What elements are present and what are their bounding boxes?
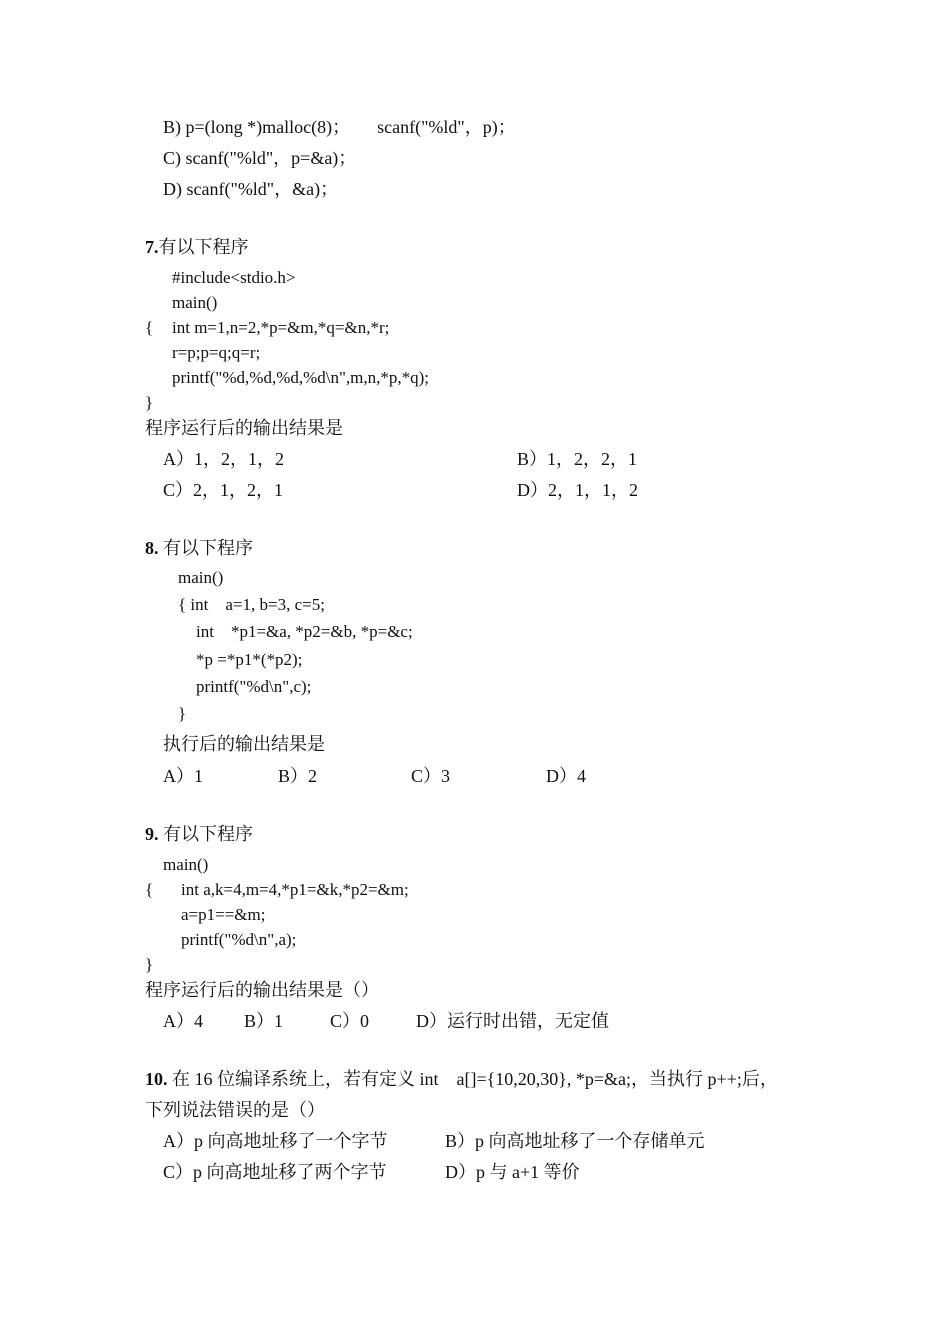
q8-heading — [145, 536, 253, 560]
q7-title: 有以下程序 — [158, 237, 249, 257]
q8-option-a: A）1 — [163, 766, 203, 786]
q8-code-line: } — [178, 704, 187, 723]
q8-code-line: *p =*p1*(*p2); — [196, 650, 303, 669]
q8-option-b: B）2 — [278, 766, 318, 786]
q6-option-d: D) scanf("%ld"，&a)； — [163, 179, 339, 199]
q10-title-continued: 下列说法错误的是（） — [145, 1100, 325, 1120]
q10-option-b: B）p 向高地址移了一个存储单元 — [445, 1131, 705, 1151]
q9-heading — [145, 822, 253, 846]
q10-option-a: A）p 向高地址移了一个字节 — [163, 1131, 388, 1151]
q9-title: 有以下程序 — [158, 824, 253, 844]
q6-option-c: C) scanf("%ld"，p=&a)； — [163, 148, 357, 168]
q7-option-a: A）1，2，1，2 — [163, 449, 284, 469]
q7-code-line: int m=1,n=2,*p=&m,*q=&n,*r; — [172, 318, 390, 337]
q9-number: 9. — [145, 824, 159, 844]
q7-number: 7. — [145, 237, 159, 257]
q8-number: 8. — [145, 538, 159, 558]
q10-heading — [145, 1067, 778, 1091]
q10-option-c: C）p 向高地址移了两个字节 — [163, 1162, 387, 1182]
q9-code-line: main() — [163, 855, 209, 874]
q8-title: 有以下程序 — [158, 538, 253, 558]
q9-code-line: a=p1==&m; — [181, 905, 266, 924]
q7-code-line: { — [145, 318, 154, 337]
q8-prompt: 执行后的输出结果是 — [163, 734, 325, 754]
q10-option-d: D）p 与 a+1 等价 — [445, 1162, 580, 1182]
q9-code-line: printf("%d\n",a); — [181, 930, 297, 949]
q10-number: 10. — [145, 1069, 168, 1089]
q7-code-line: #include<stdio.h> — [172, 268, 296, 287]
q7-code-line: printf("%d,%d,%d,%d\n",m,n,*p,*q); — [172, 368, 430, 387]
q8-code-line: printf("%d\n",c); — [196, 677, 312, 696]
q9-prompt: 程序运行后的输出结果是（） — [145, 980, 379, 1000]
q6-option-b: B) p=(long *)malloc(8)； scanf("%ld"，p)； — [163, 117, 516, 137]
q7-heading — [145, 235, 249, 259]
q9-option-c: C）0 — [330, 1011, 370, 1031]
q8-code-line: int *p1=&a, *p2=&b, *p=&c; — [196, 622, 413, 641]
q7-option-d: D）2，1，1，2 — [517, 480, 638, 500]
q8-option-d: D）4 — [546, 766, 586, 786]
q7-code-line: } — [145, 393, 154, 412]
q9-option-d: D）运行时出错，无定值 — [416, 1011, 609, 1031]
q9-code-line: int a,k=4,m=4,*p1=&k,*p2=&m; — [181, 880, 409, 899]
q7-option-c: C）2，1，2，1 — [163, 480, 284, 500]
q7-option-b: B）1，2，2，1 — [517, 449, 638, 469]
q9-code-line: } — [145, 955, 154, 974]
q7-code-line: r=p;p=q;q=r; — [172, 343, 261, 362]
q7-prompt: 程序运行后的输出结果是 — [145, 418, 343, 438]
q9-option-a: A）4 — [163, 1011, 203, 1031]
q7-code-line: main() — [172, 293, 218, 312]
q8-option-c: C）3 — [411, 766, 451, 786]
q9-option-b: B）1 — [244, 1011, 284, 1031]
q9-code-line: { — [145, 880, 154, 899]
q8-code-line: main() — [178, 568, 224, 587]
q10-title: 在 16 位编译系统上，若有定义 int a[]={10,20,30}, *p=&a;，当执行 p++;后， — [167, 1069, 778, 1089]
q8-code-line: { int a=1, b=3, c=5; — [178, 595, 325, 614]
